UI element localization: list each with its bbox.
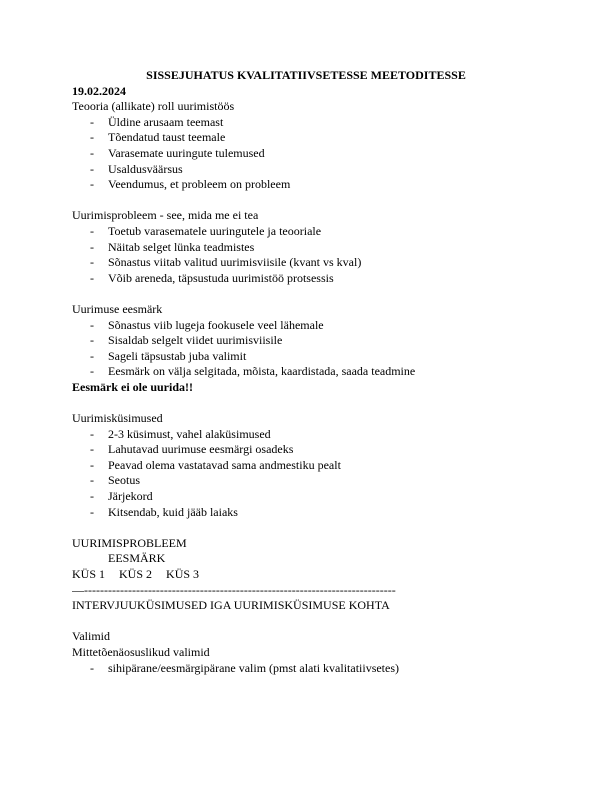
section-heading-samples: Valimid (72, 629, 110, 644)
goal-emphasis: Eesmärk ei ole uurida!! (72, 379, 193, 394)
scheme-question-1: KÜS 1 (72, 567, 106, 581)
scheme-question-3: KÜS 3 (166, 567, 200, 581)
scheme-goal: EESMÄRK (108, 551, 166, 566)
scheme-problem: UURIMISPROBLEEM (72, 535, 187, 550)
section-heading-goal: Uurimuse eesmärk (72, 301, 163, 316)
list-item: - Lahutavad uurimuse eesmärgi osadeks (72, 442, 540, 458)
samples-list (72, 661, 540, 677)
list-item: - Eesmärk on välja selgitada, mõista, kaardistada, saada teadmine (72, 364, 540, 380)
questions-list (72, 427, 540, 521)
list-item: - sihipärane/eesmärgipärane valim (pmst alati kvalitatiivsetes) (72, 661, 540, 677)
document-page (72, 68, 540, 676)
document-title: SISSEJUHATUS KVALITATIIVSETESSE MEETODITESSE (146, 68, 466, 82)
list-item: - Peavad olema vastatavad sama andmestiku pealt (72, 458, 540, 474)
list-item: - Varasemate uuringute tulemused (72, 146, 540, 162)
list-item: - Tõendatud taust teemale (72, 130, 540, 146)
list-item: - Usaldusväärsus (72, 162, 540, 178)
list-item: - Sõnastus viitab valitud uurimisviisile (kvant vs kval) (72, 255, 540, 271)
section-heading-problem: Uurimisprobleem - see, mida me ei tea (72, 208, 259, 223)
theory-list (72, 115, 540, 193)
section-heading-questions: Uurimisküsimused (72, 411, 163, 426)
list-item: - Sõnastus viib lugeja fookusele veel lähemale (72, 318, 540, 334)
list-item: - Sisaldab selgelt viidet uurimisviisile (72, 333, 540, 349)
problem-list (72, 224, 540, 286)
list-item: - Kitsendab, kuid jääb laiaks (72, 505, 540, 521)
list-item: - Veendumus, et probleem on probleem (72, 177, 540, 193)
list-item: - Võib areneda, täpsustuda uurimistöö protsessis (72, 271, 540, 287)
list-item: - 2-3 küsimust, vahel alaküsimused (72, 427, 540, 443)
date-heading: 19.02.2024 (72, 83, 126, 98)
list-item: - Sageli täpsustab juba valimit (72, 349, 540, 365)
list-item: - Järjekord (72, 489, 540, 505)
scheme-interview: INTERVJUUKÜSIMUSED IGA UURIMISKÜSIMUSE KOHTA (72, 598, 390, 613)
scheme-question-2: KÜS 2 (119, 567, 153, 581)
scheme-questions (72, 567, 540, 583)
section-heading-theory: Teooria (allikate) roll uurimistöös (72, 99, 235, 114)
scheme-divider: —------------------------------------------------------------------------------ (72, 582, 396, 597)
list-item: - Seotus (72, 473, 540, 489)
section-subheading-nonprob: Mittetõenäosuslikud valimid (72, 644, 210, 659)
goal-list (72, 318, 540, 380)
list-item: - Toetub varasematele uuringutele ja teooriale (72, 224, 540, 240)
list-item: - Näitab selget lünka teadmistes (72, 240, 540, 256)
list-item: - Üldine arusaam teemast (72, 115, 540, 131)
